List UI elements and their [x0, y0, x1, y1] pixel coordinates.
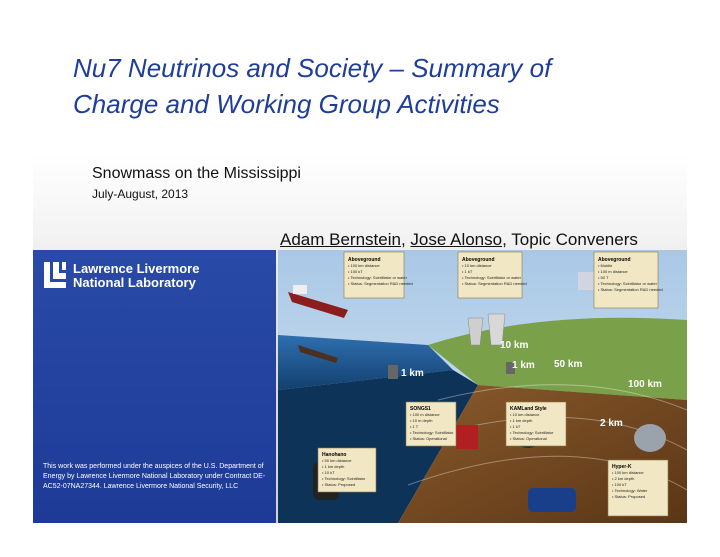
depth-label-1km-a: 1 km	[401, 368, 424, 379]
callout-line: • 10 kT	[322, 470, 335, 475]
callout-title: Aboveground	[348, 257, 381, 263]
callout-line: • 100 km distance	[612, 470, 644, 475]
detector-illustration	[278, 250, 687, 523]
callout-title: Hanohano	[322, 452, 347, 458]
callout-line: • Mobile	[598, 263, 613, 268]
slide-title: Nu7 Neutrinos and Society – Summary of Charge and Working Group Activities	[73, 53, 552, 119]
callout-title: Aboveground	[462, 257, 495, 263]
callout-line: • Technology: Scintillator	[510, 430, 554, 435]
callout-aboveground-mobile	[594, 252, 663, 308]
callout-aboveground-100km	[344, 252, 413, 298]
callout-line: • Status: Operational	[410, 436, 447, 441]
callout-line: • 100 km distance	[348, 263, 380, 268]
callout-line: • 100 m distance	[598, 269, 628, 274]
callout-line: • 1 km depth	[510, 418, 533, 423]
callout-title: Hyper-K	[612, 464, 632, 470]
lab-name-line1: Lawrence Livermore	[73, 261, 200, 276]
illustration-svg	[278, 250, 687, 523]
authors-line	[280, 230, 638, 250]
callout-line: • Status: Proposed	[322, 482, 356, 487]
slide-subtitle: Snowmass on the Mississippi	[92, 165, 301, 182]
callout-line: • Status: Segmentation R&D needed	[598, 287, 663, 292]
callout-line: • 2 km depth	[612, 476, 635, 481]
distance-label-50km: 50 km	[554, 359, 583, 370]
callout-aboveground-10km	[458, 252, 527, 298]
callout-line: • 10 km distance	[462, 263, 492, 268]
author-name-2: Jose Alonso	[410, 230, 503, 249]
callout-line: • 1 kT	[462, 269, 473, 274]
depth-label-2km: 2 km	[600, 418, 623, 429]
distance-label-10km: 10 km	[500, 340, 529, 351]
callout-title: KAMLand Style	[510, 406, 547, 412]
authors-suffix: , Topic Conveners	[502, 230, 638, 249]
callout-line: • 1 T	[410, 424, 419, 429]
slide-date: July-August, 2013	[92, 187, 189, 201]
callout-line: • Status: Segmentation R&D needed	[348, 281, 413, 286]
callout-line: • 10 m depth	[410, 418, 433, 423]
callout-line: • 100 kT	[612, 482, 627, 487]
callout-title: Aboveground	[598, 257, 631, 263]
contract-note: This work was performed under the auspices of the U.S. Department of Energy by Lawrence Livermore National Laboratory under Contract DE-AC52-07NA27344. Lawrence Livermore National Security, LLC	[43, 463, 266, 490]
callout-hyperk	[608, 460, 668, 516]
callout-line: • 1 kT	[510, 424, 521, 429]
callout-title: SONGS1	[410, 406, 431, 412]
lab-name	[73, 262, 199, 290]
callout-line: • 100 m distance	[410, 412, 440, 417]
callout-line: • Technology: Scintillator or water	[462, 275, 521, 280]
callout-line: • 50 km distance	[322, 458, 352, 463]
callout-line: • 50 T	[598, 275, 609, 280]
callout-line: • Status: Operational	[510, 436, 547, 441]
callout-line: • Technology: Scintillator	[410, 430, 454, 435]
callout-line: • Technology: Scintillator	[322, 476, 366, 481]
author-separator: ,	[400, 230, 411, 249]
callout-line: • Technology: Water	[612, 488, 648, 493]
callout-hanohano	[318, 448, 376, 492]
callout-line: • Status: Proposed	[612, 494, 646, 499]
author-name-1: Adam Bernstein	[280, 230, 401, 249]
callout-line: • 1 km depth	[322, 464, 345, 469]
callout-line: • Technology: Scintillator or water	[598, 281, 657, 286]
callout-line: • Status: Segmentation R&D needed	[462, 281, 527, 286]
lab-name-line2: National Laboratory	[73, 275, 196, 290]
distance-label-100km: 100 km	[628, 379, 662, 390]
depth-label-1km-b: 1 km	[512, 360, 535, 371]
callout-kamland	[506, 402, 566, 446]
callout-line: • Technology: Scintillator or water	[348, 275, 407, 280]
callout-songs1	[406, 402, 456, 446]
callout-line: • 100 kT	[348, 269, 363, 274]
callout-line: • 10 km distance	[510, 412, 540, 417]
